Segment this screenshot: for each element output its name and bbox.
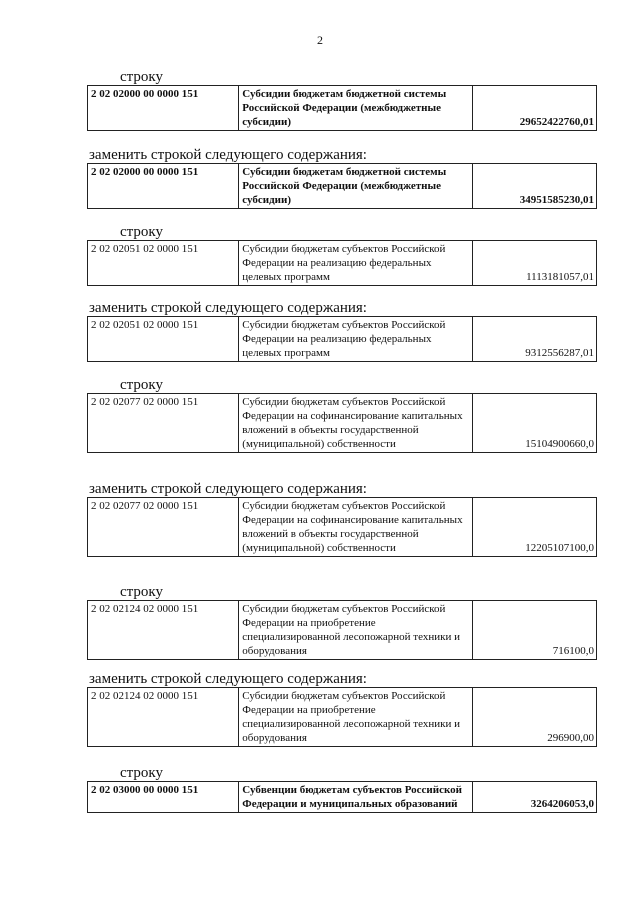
revenue-name: Субсидии бюджетам субъектов Российской Федерации на приобретение специализированной лесопожарной техники и оборудования — [239, 688, 472, 747]
classification-code: 2 02 02124 02 0000 151 — [88, 601, 239, 660]
classification-code: 2 02 02051 02 0000 151 — [88, 241, 239, 286]
amount-value: 15104900660,0 — [472, 394, 596, 453]
budget-table-row — [87, 781, 597, 813]
amount-value: 34951585230,01 — [472, 164, 596, 209]
revenue-name: Субсидии бюджетам субъектов Российской Федерации на приобретение специализированной лесопожарной техники и оборудования — [239, 601, 472, 660]
amount-value: 3264206053,0 — [472, 782, 596, 813]
amount-value: 716100,0 — [472, 601, 596, 660]
budget-table-row — [87, 687, 597, 747]
classification-code: 2 02 02124 02 0000 151 — [88, 688, 239, 747]
amount-value: 1113181057,01 — [472, 241, 596, 286]
revenue-name: Субсидии бюджетам субъектов Российской Федерации на софинансирование капитальных вложений в объекты государственной (муниципальной) собственности — [239, 394, 472, 453]
instruction-label: строку — [120, 69, 163, 85]
budget-table-row — [87, 316, 597, 362]
instruction-label: заменить строкой следующего содержания: — [89, 300, 367, 316]
instruction-label: строку — [120, 377, 163, 393]
revenue-name: Субсидии бюджетам субъектов Российской Федерации на софинансирование капитальных вложений в объекты государственной (муниципальной) собственности — [239, 498, 472, 557]
revenue-name: Субвенции бюджетам субъектов Российской Федерации и муниципальных образований — [239, 782, 472, 813]
amount-value: 29652422760,01 — [472, 86, 596, 131]
revenue-name: Субсидии бюджетам бюджетной системы Российской Федерации (межбюджетные субсидии) — [239, 164, 472, 209]
instruction-label: заменить строкой следующего содержания: — [89, 481, 367, 497]
budget-table-row — [87, 600, 597, 660]
budget-table-row — [87, 393, 597, 453]
budget-table-row — [87, 85, 597, 131]
amount-value: 9312556287,01 — [472, 317, 596, 362]
classification-code: 2 02 02077 02 0000 151 — [88, 498, 239, 557]
amount-value: 12205107100,0 — [472, 498, 596, 557]
classification-code: 2 02 03000 00 0000 151 — [88, 782, 239, 813]
instruction-label: заменить строкой следующего содержания: — [89, 671, 367, 687]
budget-table-row — [87, 497, 597, 557]
classification-code: 2 02 02000 00 0000 151 — [88, 164, 239, 209]
instruction-label: заменить строкой следующего содержания: — [89, 147, 367, 163]
classification-code: 2 02 02077 02 0000 151 — [88, 394, 239, 453]
amount-value: 296900,00 — [472, 688, 596, 747]
revenue-name: Субсидии бюджетам субъектов Российской Федерации на реализацию федеральных целевых программ — [239, 241, 472, 286]
instruction-label: строку — [120, 224, 163, 240]
classification-code: 2 02 02051 02 0000 151 — [88, 317, 239, 362]
revenue-name: Субсидии бюджетам субъектов Российской Федерации на реализацию федеральных целевых программ — [239, 317, 472, 362]
instruction-label: строку — [120, 765, 163, 781]
revenue-name: Субсидии бюджетам бюджетной системы Российской Федерации (межбюджетные субсидии) — [239, 86, 472, 131]
budget-table-row — [87, 240, 597, 286]
classification-code: 2 02 02000 00 0000 151 — [88, 86, 239, 131]
instruction-label: строку — [120, 584, 163, 600]
budget-table-row — [87, 163, 597, 209]
page-number: 2 — [317, 33, 323, 47]
